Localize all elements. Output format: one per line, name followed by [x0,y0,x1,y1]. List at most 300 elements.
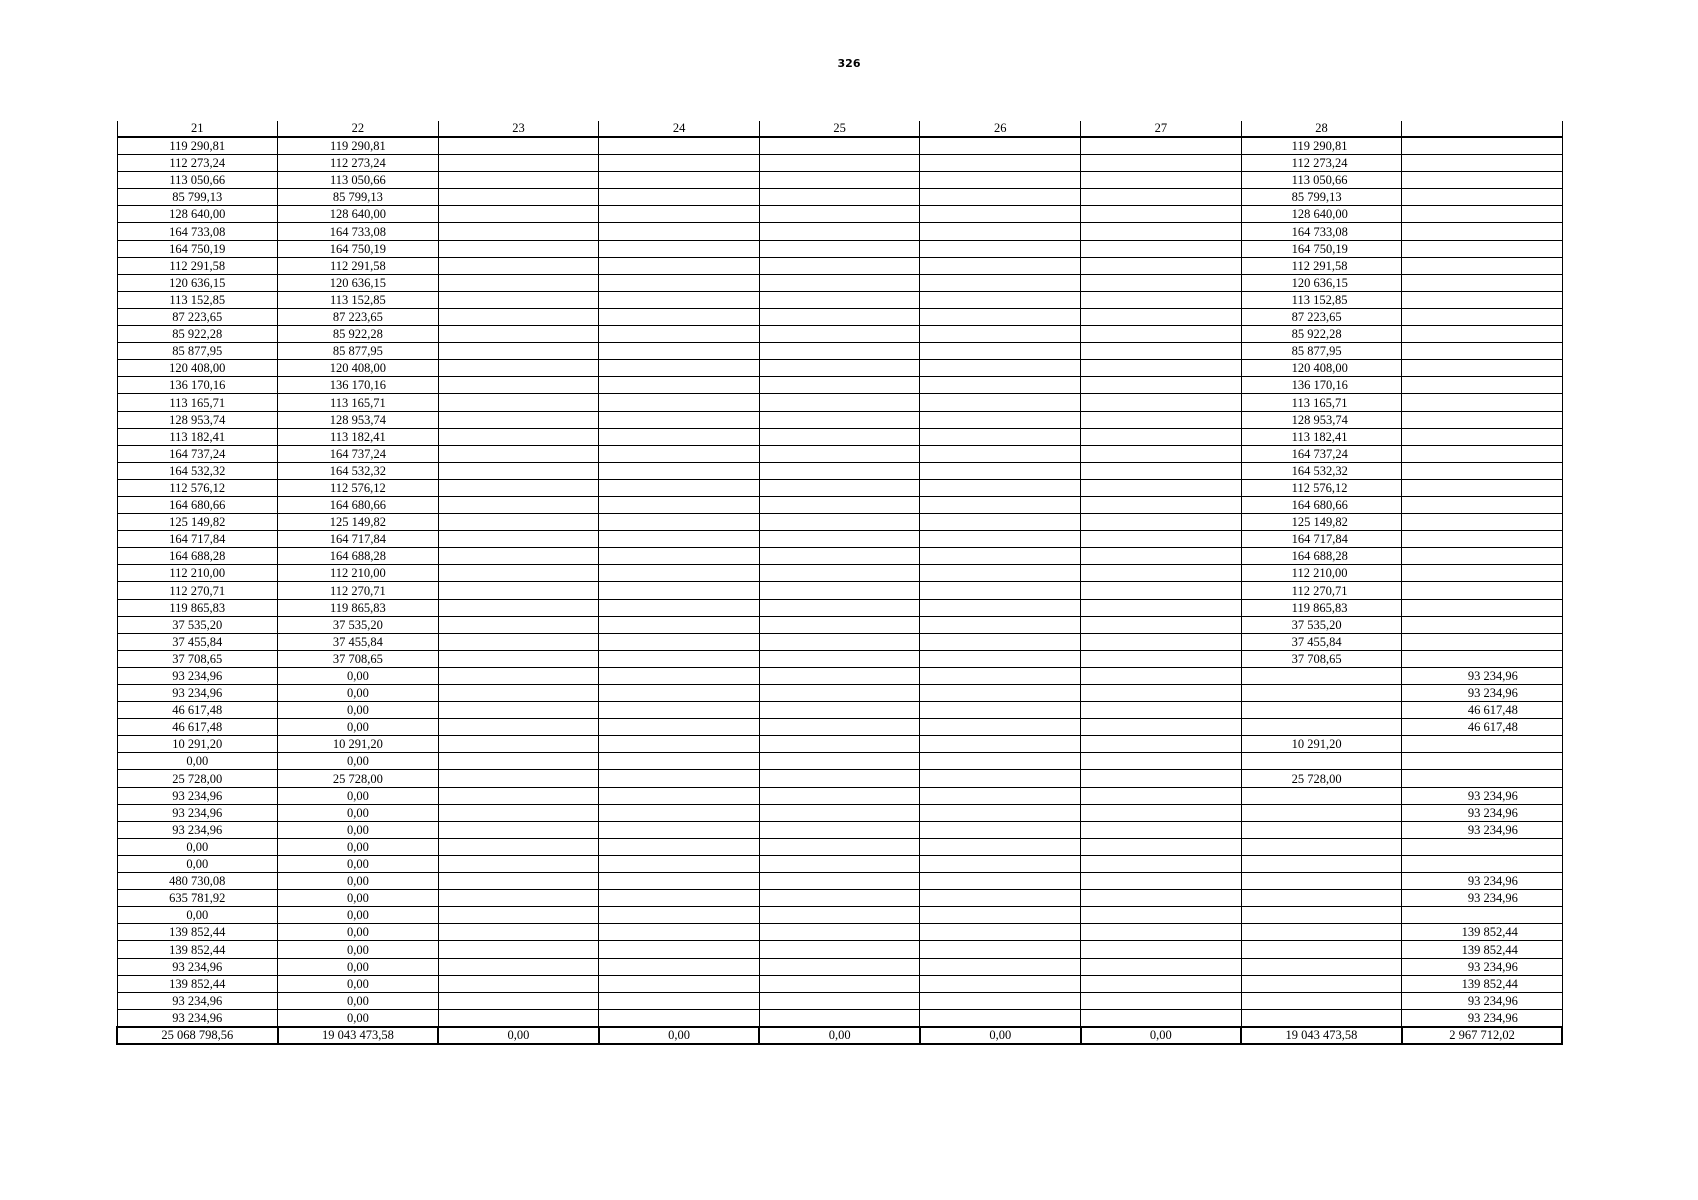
table-cell [599,240,760,257]
table-cell [1081,907,1242,924]
table-cell [599,667,760,684]
table-row [117,702,1562,719]
table-cell [759,137,920,155]
table-cell [438,360,599,377]
table-cell [438,274,599,291]
table-cell [759,496,920,513]
table-cell: 112 273,24 [117,155,278,172]
table-cell [1402,137,1563,155]
table-row [117,873,1562,890]
table-cell [759,394,920,411]
table-cell [759,667,920,684]
table-cell [1081,189,1242,206]
table-cell [438,924,599,941]
table-cell [920,206,1081,223]
table-cell [438,719,599,736]
table-cell: 164 688,28 [117,548,278,565]
table-cell: 112 210,00 [117,565,278,582]
total-cell: 25 068 798,56 [117,1027,278,1044]
table-cell [1081,274,1242,291]
table-cell [599,172,760,189]
table-row [117,633,1562,650]
table-cell [1402,582,1563,599]
table-cell: 164 717,84 [278,531,439,548]
table-cell [759,633,920,650]
table-cell: 113 050,66 [117,172,278,189]
table-cell: 10 291,20 [278,736,439,753]
column-header-9 [1402,121,1563,137]
table-cell [599,873,760,890]
table-cell: 128 640,00 [117,206,278,223]
table-cell [599,360,760,377]
table-cell [759,291,920,308]
table-cell [1081,753,1242,770]
table-cell: 164 680,66 [117,496,278,513]
table-cell [599,770,760,787]
table-cell [438,616,599,633]
table-cell [1402,753,1563,770]
table-row [117,189,1562,206]
table-row [117,462,1562,479]
table-cell: 139 852,44 [117,941,278,958]
table-cell: 125 149,82 [278,514,439,531]
table-cell: 0,00 [278,821,439,838]
table-cell: 93 234,96 [117,821,278,838]
table-cell [1081,514,1242,531]
table-cell [759,360,920,377]
table-cell: 0,00 [278,975,439,992]
table-cell [1081,1009,1242,1027]
table-cell [599,274,760,291]
table-cell [920,941,1081,958]
table-cell [1402,223,1563,240]
table-row [117,958,1562,975]
page-number: 326 [837,57,861,70]
table-cell: 120 408,00 [278,360,439,377]
table-cell: 112 576,12 [117,479,278,496]
table-cell: 113 165,71 [1241,394,1402,411]
table-cell: 25 728,00 [1241,770,1402,787]
table-cell [438,531,599,548]
table-cell [920,462,1081,479]
table-cell: 119 290,81 [278,137,439,155]
table-cell: 93 234,96 [1402,685,1563,702]
table-cell [1402,907,1563,924]
table-cell: 0,00 [278,924,439,941]
table-cell [759,787,920,804]
table-cell [1402,377,1563,394]
table-cell [438,599,599,616]
table-cell [599,223,760,240]
table-cell [1402,445,1563,462]
table-cell: 93 234,96 [1402,992,1563,1009]
table-cell: 119 865,83 [117,599,278,616]
table-cell [1402,496,1563,513]
table-cell [1241,719,1402,736]
table-cell [1402,257,1563,274]
table-cell: 46 617,48 [1402,702,1563,719]
table-cell: 112 291,58 [278,257,439,274]
table-cell [1402,326,1563,343]
table-cell: 93 234,96 [1402,890,1563,907]
table-cell [1081,308,1242,325]
table-cell: 120 636,15 [117,274,278,291]
table-row [117,770,1562,787]
table-cell: 164 750,19 [278,240,439,257]
table-row [117,992,1562,1009]
table-cell: 635 781,92 [117,890,278,907]
table-cell [1081,804,1242,821]
table-cell [599,189,760,206]
table-row [117,548,1562,565]
table-cell [920,633,1081,650]
table-cell: 164 680,66 [278,496,439,513]
table-cell [599,736,760,753]
table-cell [599,496,760,513]
table-row [117,838,1562,855]
table-cell [438,975,599,992]
table-cell [759,223,920,240]
table-cell: 136 170,16 [117,377,278,394]
table-cell [920,514,1081,531]
table-cell [438,821,599,838]
table-cell: 113 152,85 [117,291,278,308]
table-cell [920,753,1081,770]
table-cell [920,667,1081,684]
table-cell [599,582,760,599]
table-row [117,804,1562,821]
table-cell [1081,975,1242,992]
table-cell [920,137,1081,155]
table-cell: 87 223,65 [278,308,439,325]
table-row [117,924,1562,941]
table-cell [759,804,920,821]
table-row [117,206,1562,223]
table-cell [599,787,760,804]
table-cell: 93 234,96 [1402,804,1563,821]
table-cell [920,873,1081,890]
table-cell [1081,172,1242,189]
table-cell [1402,616,1563,633]
table-row [117,907,1562,924]
table-cell [920,496,1081,513]
table-cell [759,274,920,291]
table-cell [599,326,760,343]
table-cell [1081,291,1242,308]
table-cell: 139 852,44 [1402,924,1563,941]
table-cell [599,685,760,702]
table-cell [1241,855,1402,872]
table-cell [920,223,1081,240]
table-cell [599,804,760,821]
table-cell [599,531,760,548]
table-cell [920,736,1081,753]
table-row [117,360,1562,377]
table-cell [1402,599,1563,616]
table-cell: 0,00 [278,719,439,736]
table-cell [1081,206,1242,223]
table-cell [920,326,1081,343]
table-cell [1402,240,1563,257]
table-cell [438,291,599,308]
data-table [116,121,1563,1045]
table-cell [438,941,599,958]
table-cell: 37 708,65 [117,650,278,667]
table-cell: 0,00 [278,787,439,804]
total-cell: 0,00 [759,1027,920,1044]
table-cell: 164 717,84 [117,531,278,548]
table-cell: 0,00 [117,838,278,855]
table-cell: 37 455,84 [117,633,278,650]
table-cell [920,291,1081,308]
table-cell: 139 852,44 [1402,941,1563,958]
table-cell [599,291,760,308]
table-cell [1081,855,1242,872]
table-cell: 113 182,41 [278,428,439,445]
table-cell [1402,514,1563,531]
table-cell [759,616,920,633]
table-row [117,753,1562,770]
table-cell [438,377,599,394]
table-cell [1402,411,1563,428]
table-cell [438,411,599,428]
table-row [117,274,1562,291]
table-cell: 128 953,74 [1241,411,1402,428]
table-cell [438,462,599,479]
table-cell [599,890,760,907]
table-cell [1081,787,1242,804]
table-cell [1402,548,1563,565]
table-cell [920,548,1081,565]
total-cell: 0,00 [920,1027,1081,1044]
table-row [117,394,1562,411]
table-cell [920,787,1081,804]
table-cell [920,172,1081,189]
table-cell [1402,855,1563,872]
table-cell [1241,787,1402,804]
table-cell: 93 234,96 [117,787,278,804]
table-cell [759,411,920,428]
table-row [117,565,1562,582]
table-cell [438,685,599,702]
table-cell: 164 532,32 [1241,462,1402,479]
table-cell [599,719,760,736]
table-cell [599,821,760,838]
table-cell: 0,00 [278,958,439,975]
table-cell [1402,189,1563,206]
table-cell [438,702,599,719]
table-cell: 93 234,96 [1402,873,1563,890]
table-cell [599,958,760,975]
table-cell: 120 636,15 [278,274,439,291]
total-cell: 0,00 [438,1027,599,1044]
table-cell [1402,565,1563,582]
table-cell: 0,00 [278,685,439,702]
table-cell: 112 270,71 [1241,582,1402,599]
table-cell: 0,00 [278,890,439,907]
total-cell: 19 043 473,58 [278,1027,439,1044]
table-cell: 119 290,81 [117,137,278,155]
table-cell: 93 234,96 [1402,1009,1563,1027]
table-cell [1241,821,1402,838]
table-cell [759,257,920,274]
table-cell [1081,873,1242,890]
table-cell [1241,941,1402,958]
header-row [117,121,1562,137]
table-cell [599,394,760,411]
table-cell: 120 408,00 [117,360,278,377]
table-cell [920,975,1081,992]
table-cell [920,445,1081,462]
table-cell [1081,890,1242,907]
table-cell [1081,582,1242,599]
table-cell [1081,650,1242,667]
table-cell [438,137,599,155]
table-cell [759,873,920,890]
table-cell [438,787,599,804]
table-cell [1081,821,1242,838]
table-cell [1081,685,1242,702]
table-cell [438,838,599,855]
table-cell [1081,770,1242,787]
table-row [117,326,1562,343]
column-header-5: 25 [759,121,920,137]
table-body [117,137,1562,1044]
table-cell: 93 234,96 [1402,787,1563,804]
table-cell: 0,00 [278,992,439,1009]
table-cell [920,565,1081,582]
table-cell [759,992,920,1009]
table-cell [759,975,920,992]
table-cell [1081,445,1242,462]
table-cell: 0,00 [278,838,439,855]
table-cell [599,855,760,872]
table-cell [920,582,1081,599]
table-cell: 0,00 [278,667,439,684]
table-cell [759,189,920,206]
table-cell [1402,308,1563,325]
table-cell [1081,531,1242,548]
table-cell [759,907,920,924]
table-cell: 87 223,65 [1241,308,1402,325]
table-cell [920,855,1081,872]
table-cell [1081,496,1242,513]
table-cell [1241,667,1402,684]
table-row [117,240,1562,257]
table-cell: 113 152,85 [278,291,439,308]
table-cell: 112 576,12 [1241,479,1402,496]
table-cell [1081,462,1242,479]
table-cell: 10 291,20 [1241,736,1402,753]
table-cell: 0,00 [278,941,439,958]
table-row [117,445,1562,462]
table-cell: 93 234,96 [117,1009,278,1027]
table-cell [920,428,1081,445]
table-cell [1241,838,1402,855]
table-cell [599,155,760,172]
table-cell [599,599,760,616]
table-cell [599,257,760,274]
table-cell [438,240,599,257]
table-cell [1402,531,1563,548]
table-cell [759,958,920,975]
table-cell [438,1009,599,1027]
table-cell: 164 737,24 [1241,445,1402,462]
table-cell [599,548,760,565]
table-cell [1402,394,1563,411]
table-cell: 112 210,00 [1241,565,1402,582]
table-cell [599,924,760,941]
table-cell [438,667,599,684]
table-cell [438,189,599,206]
table-row [117,137,1562,155]
table-cell: 0,00 [278,753,439,770]
table-cell [759,702,920,719]
table-cell [920,650,1081,667]
table-cell: 128 953,74 [117,411,278,428]
table-cell [1402,736,1563,753]
table-cell [599,975,760,992]
table-cell [438,514,599,531]
table-cell [920,992,1081,1009]
table-cell [599,702,760,719]
table-cell [1402,343,1563,360]
table-cell [438,633,599,650]
table-cell: 46 617,48 [117,719,278,736]
table-cell [438,496,599,513]
table-cell: 85 877,95 [117,343,278,360]
table-cell: 37 708,65 [278,650,439,667]
table-cell: 0,00 [117,753,278,770]
table-cell [759,514,920,531]
table-cell [920,958,1081,975]
table-cell [1241,753,1402,770]
table-cell: 164 733,08 [278,223,439,240]
table-cell: 0,00 [278,702,439,719]
table-cell [759,890,920,907]
table-cell: 93 234,96 [1402,821,1563,838]
table-cell: 480 730,08 [117,873,278,890]
table-cell [1241,804,1402,821]
table-cell [1081,479,1242,496]
column-header-2: 22 [278,121,439,137]
table-cell [1081,719,1242,736]
table-cell: 113 165,71 [278,394,439,411]
table-cell: 37 455,84 [278,633,439,650]
table-cell [1241,958,1402,975]
table-cell [438,257,599,274]
table-cell [1081,428,1242,445]
table-cell: 119 865,83 [1241,599,1402,616]
table-cell: 46 617,48 [117,702,278,719]
table-cell [1081,616,1242,633]
column-header-8: 28 [1241,121,1402,137]
table-cell [759,206,920,223]
table-cell [920,685,1081,702]
table-cell [1081,377,1242,394]
table-cell [920,702,1081,719]
table-cell [759,428,920,445]
table-cell [438,155,599,172]
table-cell [759,565,920,582]
table-cell [1402,428,1563,445]
table-cell: 112 273,24 [278,155,439,172]
table-cell [1402,479,1563,496]
table-cell: 136 170,16 [1241,377,1402,394]
table-cell [438,650,599,667]
table-cell [1081,565,1242,582]
table-cell [1081,155,1242,172]
